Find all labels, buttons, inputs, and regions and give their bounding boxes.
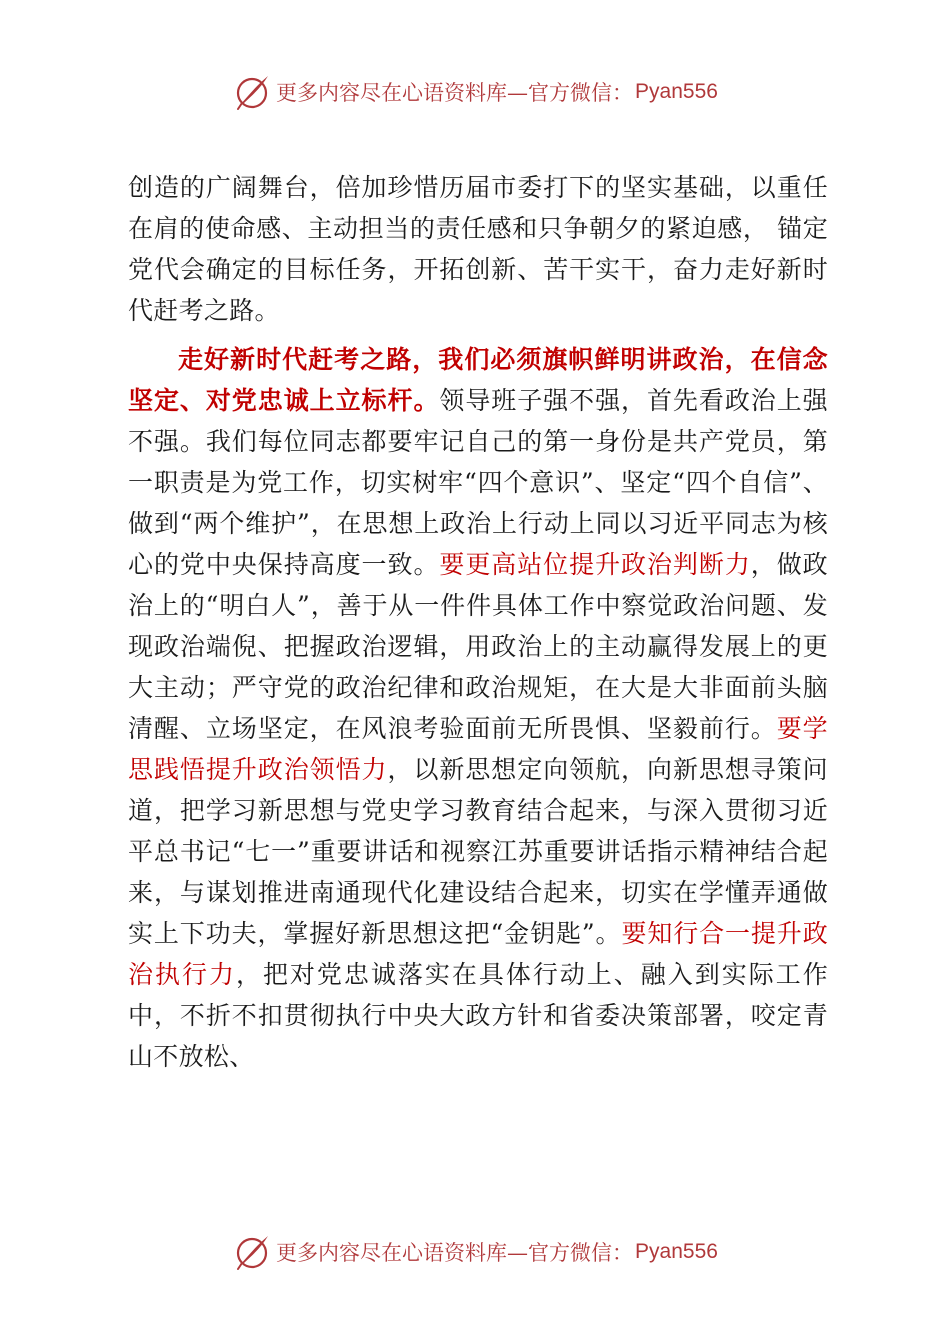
banner-wechat-id: Pyan556: [635, 1240, 718, 1263]
document-body: [128, 167, 828, 1077]
body-text: 领导班子强不强，首先看政治上强不强。我们每位同志都要牢记自己的第一身份是共产党员，第一职责是为党工作，切实树牢“四个意识”、坚定“四个自信”、做到“两个维护”，在思想上政治上行动上同以习近平同志为核心的党中央保持高度一致。: [128, 386, 828, 579]
body-text: ，以新思想定向领航，向新思想寻策问道，把学习新思想与党史学习教育结合起来，与深入贯彻习近平总书记“七一”重要讲话和视察江苏重要讲话指示精神结合起来，与谋划推进南通现代化建设结合起来，切实在学懂弄通做实上下功夫，掌握好新思想这把“金钥匙”。: [128, 755, 828, 948]
paragraph: [128, 167, 828, 331]
banner-text: 更多内容尽在心语资料库—官方微信：: [276, 1241, 634, 1265]
banner-text: 更多内容尽在心语资料库—官方微信：: [276, 81, 634, 105]
footer-banner: [0, 1230, 950, 1274]
body-text: 创造的广阔舞台，倍加珍惜历届市委打下的坚实基础，以重任在肩的使命感、主动担当的责任感和只争朝夕的紧迫感， 锚定党代会确定的目标任务，开拓创新、苦干实干，奋力走好新时代赶考之路。: [128, 173, 828, 325]
bold-heading-text: 走好新时代赶考之路，我们必须旗帜鲜明讲政治，在信念坚定、对党忠诚上立标杆。: [128, 345, 828, 415]
body-text: ，把对党忠诚落实在具体行动上、融入到实际工作中，不折不扣贯彻执行中央大政方针和省委决策部署，咬定青山不放松、: [128, 960, 828, 1071]
body-text: ，做政治上的“明白人”，善于从一件件具体工作中察觉政治问题、发现政治端倪、把握政治逻辑，用政治上的主动赢得发展上的更大主动；严守党的政治纪律和政治规矩，在大是大非面前头脑清醒、立场坚定，在风浪考验面前无所畏惧、坚毅前行。: [128, 550, 828, 743]
header-banner: [0, 70, 950, 114]
highlighted-text: 要更高站位提升政治判断力: [439, 550, 751, 579]
highlighted-text: 要学思践悟提升政治领悟力: [128, 714, 828, 784]
quill-logo-icon: [232, 72, 272, 112]
banner-wechat-id: Pyan556: [635, 80, 718, 103]
quill-logo-icon: [232, 1232, 272, 1272]
highlighted-text: 要知行合一提升政治执行力: [128, 919, 828, 989]
paragraph: [128, 339, 828, 1077]
